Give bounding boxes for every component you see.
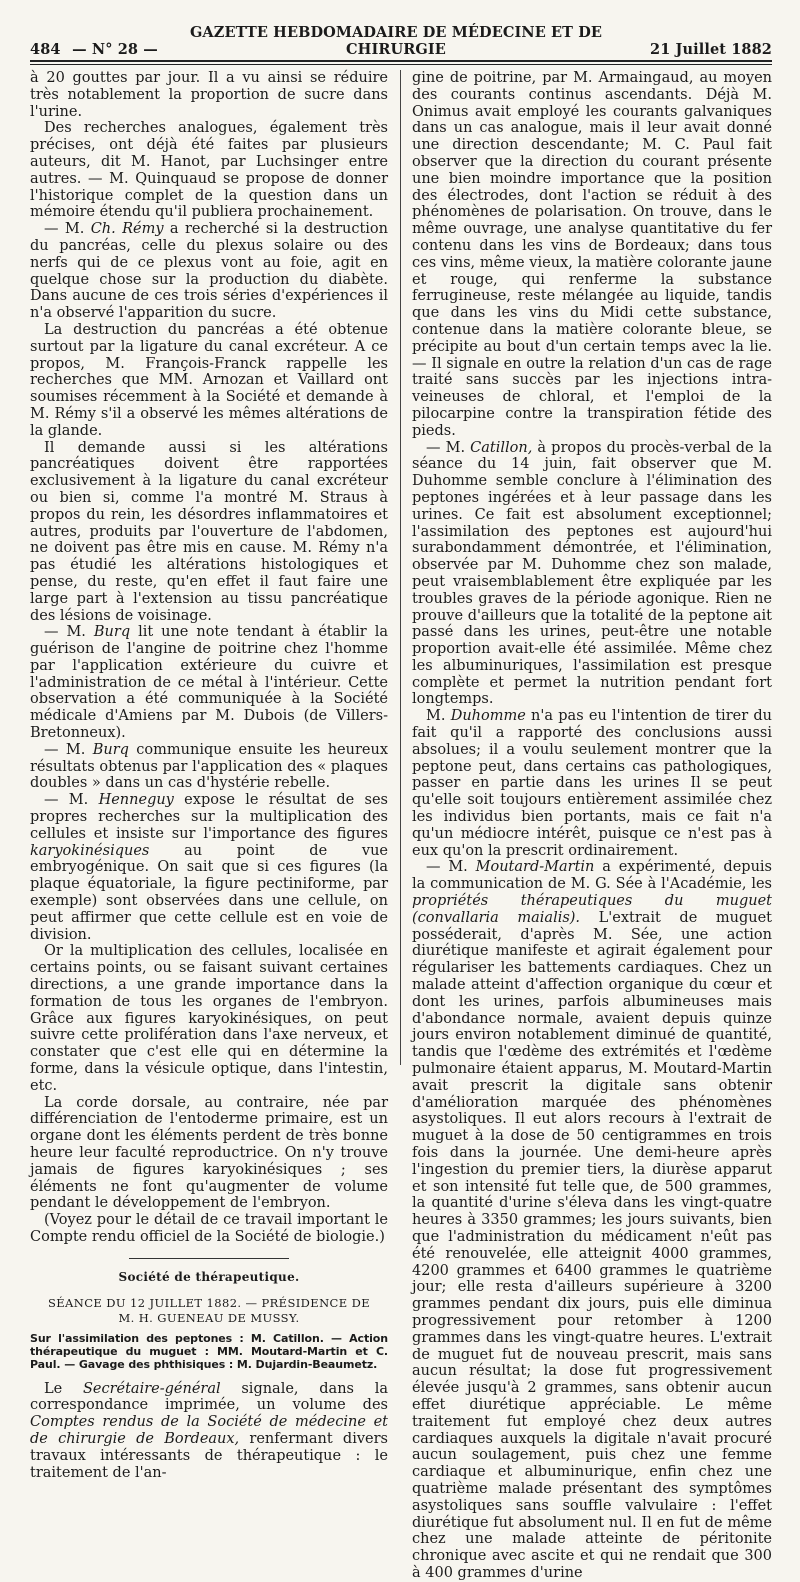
column-divider xyxy=(400,70,401,1065)
author-name: Ch. Rémy xyxy=(90,221,164,238)
paragraph: — M. Henneguy expose le résultat de ses propres recherches sur la multiplication des cellules et insiste sur l'importance des figures karyokinésiques au point de vue embryogénique. On sait que si ces figures (la plaque équatoriale, la figure pectiniforme, par exemple) sont observées dans une cellule, on peut affirmer que cette cellule est en voie de division. xyxy=(30,792,388,943)
author-name: Burq xyxy=(93,624,131,641)
header-rule-thin xyxy=(30,64,772,65)
author-name: Catillon, xyxy=(470,439,533,456)
paragraph: — M. Moutard-Martin a expérimenté, depuis la communication de M. G. Sée à l'Académie, les propriétés thérapeutiques du muguet (convallaria maialis). L'extrait de muguet posséderait, d'après M. Sée, une action diurétique manifeste et agirait également pour régulariser les battements cardiaques. Chez un malade atteint d'affection organique du cœur et dont les urines, parfois albumineuses mais d'abondance normale, avaient depuis quinze jours environ notablement diminué de quantité, tandis que l'œdème des extrémités et l'œdème pulmonaire étaient apparus, M. Moutard-Martin avait prescrit la digitale sans obtenir d'amélioration marquée des phénomènes asystoliques. Il eut alors recours à l'extrait de muguet à la dose de 50 centigrammes en trois fois dans la journée. Une demi-heure après l'ingestion du premier tiers, la diurèse apparut et son intensité fut telle que, de 500 grammes, la quantité d'urine s'éleva dans les vingt-quatre heures à 3350 grammes; les jours suivants, bien que l'administration du médicament n'eût pas été renouvelée, elle atteignit 4000 grammes, 4200 grammes et 6400 grammes le quatrième jour; elle resta d'ailleurs supérieure à 3200 grammes pendant dix jours, puis elle diminua progressivement pour retomber à 1200 grammes dans les vingt-quatre heures. L'extrait de muguet fut de nouveau prescrit, mais sans aucun résultat; la dose fut progressivement élevée jusqu'à 2 grammes, sans obtenir aucun effet diurétique appréciable. Le même traitement fut employé chez deux autres cardiaques auxquels la digitale n'avait procuré aucun soulagement, puis chez une femme cardiaque et albuminurique, enfin chez une quatrième malade présentant des symptômes asystoliques sans souffle valvulaire : l'effet diurétique fut absolument nul. Il en fut de même chez une malade atteinte de péritonite chronique avec ascite et qui ne rendait que 300 à 400 grammes d'urine xyxy=(412,859,772,1581)
session-summary: Sur l'assimilation des peptones : M. Catillon. — Action thérapeutique du muguet : MM. Moutard-Martin et C. Paul. — Gavage des phthisiques : M. Dujardin-Beaumetz. xyxy=(30,1331,388,1371)
paragraph: à 20 gouttes par jour. Il a vu ainsi se réduire très notablement la proportion de sucre dans l'urine. xyxy=(30,70,388,120)
author-name: Henneguy xyxy=(98,792,174,809)
paragraph: La destruction du pancréas a été obtenue surtout par la ligature du canal excréteur. A ce propos, M. François-Franck rappelle les recherches que MM. Arnozan et Vaillard ont soumises récemment à la Société et demande à M. Rémy s'il a observé les mêmes altérations de la glande. xyxy=(30,321,388,439)
paragraph: Des recherches analogues, également très précises, ont déjà été faites par plusieurs auteurs, dit M. Hanot, par Luchsinger entre autres. — M. Quinquaud se propose de donner l'historique complet de la question dans un mémoire étendu qu'il publiera prochainement. xyxy=(30,120,388,221)
journal-title: GAZETTE HEBDOMADAIRE DE MÉDECINE ET DE CHIRURGIE xyxy=(189,24,603,58)
header-rule xyxy=(30,60,772,62)
paragraph: — M. Catillon, à propos du procès-verbal de la séance du 14 juin, fait observer que M. Duhomme semble conclure à l'élimination des peptones ingérées et à leur passage dans les urines. Ce fait est absolument exceptionnel; l'assimilation des peptones est aujourd'hui surabondamment démontrée, et l'élimination, observée par M. Duhomme chez son malade, peut vraisemblablement être expliquée par les troubles graves de la période agonique. Rien ne prouve d'ailleurs que la totalité de la peptone ait passé dans les urines, peut-être une notable proportion avait-elle été assimilée. Même chez les albuminuriques, l'assimilation est presque complète et permet la nutrition pendant fort longtemps. xyxy=(412,439,772,708)
paragraph: gine de poitrine, par M. Armaingaud, au moyen des courants continus ascendants. Déjà M. Onimus avait employé les courants galvaniques dans un cas analogue, mais il leur avait donné une direction descendante; M. C. Paul fait observer que la direction du courant présente une bien moindre importance que la position des électrodes, dont l'action se réduit à des phénomènes de polarisation. On trouve, dans le même ouvrage, une analyse quantitative du fer contenu dans les vins de Bordeaux; dans tous ces vins, même vieux, la matière colorante jaune et rouge, qui renferme la substance ferrugineuse, reste mélangée au liquide, tandis que dans les vins du Midi cette substance, contenue dans la matière colorante bleue, se précipite au bout d'un certain temps avec la lie. — Il signale en outre la relation d'un cas de rage traité sans succès par les injections intra-veineuses de chloral, et l'emploi de la pilocarpine contre la transpiration fétide des pieds. xyxy=(412,70,772,439)
left-column xyxy=(30,70,388,1481)
issue-date: 21 Juillet 1882 xyxy=(650,41,772,58)
session-heading: SÉANCE DU 12 JUILLET 1882. — PRÉSIDENCE DE M. H. GUENEAU DE MUSSY. xyxy=(47,1295,371,1325)
section-separator xyxy=(129,1258,289,1259)
paragraph: Le Secrétaire-général signale, dans la correspondance imprimée, un volume des Comptes rendus de la Société de médecine et de chirurgie de Bordeaux, renfermant divers travaux intéressants de thérapeutique : le traitement de l'an- xyxy=(30,1380,388,1481)
paragraph: La corde dorsale, au contraire, née par différenciation de l'entoderme primaire, est un organe dont les éléments perdent de très bonne heure leur faculté reproductrice. On n'y trouve jamais de figures karyokinésiques ; ses éléments ne font qu'augmenter de volume pendant le développement de l'embryon. xyxy=(30,1094,388,1212)
right-column xyxy=(412,70,772,1581)
paragraph: (Voyez pour le détail de ce travail important le Compte rendu officiel de la Société de biologie.) xyxy=(30,1212,388,1245)
running-header xyxy=(30,24,772,58)
paragraph: — M. Ch. Rémy a recherché si la destruction du pancréas, celle du plexus solaire ou des nerfs qui de ce plexus vont au foie, agit en quelque chose sur la production du diabète. Dans aucune de ces trois séries d'expériences il n'a observé l'apparition du sucre. xyxy=(30,221,388,322)
paragraph: Il demande aussi si les altérations pancréatiques doivent être rapportées exclusivement à la ligature du canal excréteur ou bien si, comme l'a montré M. Straus à propos du rein, les désordres inflammatoires et autres, produits par l'ouverture de l'abdomen, ne doivent pas être mis en cause. M. Rémy n'a pas étudié les altérations histologiques et pense, du reste, qu'en effet il faut faire une large part à l'extension au tissu pancréatique des lésions de voisinage. xyxy=(30,439,388,624)
paragraph: Or la multiplication des cellules, localisée en certains points, ou se faisant suivant certaines directions, a une grande importance dans la formation de tous les organes de l'embryon. Grâce aux figures karyokinésiques, on peut suivre cette prolifération dans l'axe nerveux, et constater que c'est elle qui en détermine la forme, dans la vésicule optique, dans l'intestin, etc. xyxy=(30,943,388,1094)
section-title: Société de thérapeutique. xyxy=(118,1269,300,1284)
paragraph: M. Duhomme n'a pas eu l'intention de tirer du fait qu'il a rapporté des conclusions aussi absolues; il a voulu seulement montrer que la peptone peut, dans certains cas pathologiques, passer en partie dans les urines Il se peut qu'elle soit toujours entièrement assimilée chez les individus bien portants, mais ce fait n'a qu'un médiocre intérêt, puisque ce n'est pas à eux qu'on la prescrit ordinairement. xyxy=(412,708,772,859)
author-name: Moutard-Martin xyxy=(475,859,595,876)
author-name: Burq xyxy=(92,741,129,758)
paragraph: — M. Burq lit une note tendant à établir la guérison de l'angine de poitrine chez l'homme par l'application extérieure du cuivre et l'administration de ce métal à l'intérieur. Cette observation a été communiquée à la Société médicale d'Amiens par M. Dubois (de Villers-Bretonneux). xyxy=(30,624,388,742)
issue-number: — N° 28 — xyxy=(72,41,158,58)
author-name: Duhomme xyxy=(450,708,526,725)
paragraph: — M. Burq communique ensuite les heureux résultats obtenus par l'application des « plaques doubles » dans un cas d'hystérie rebelle. xyxy=(30,741,388,792)
page-number: 484 xyxy=(30,41,61,58)
